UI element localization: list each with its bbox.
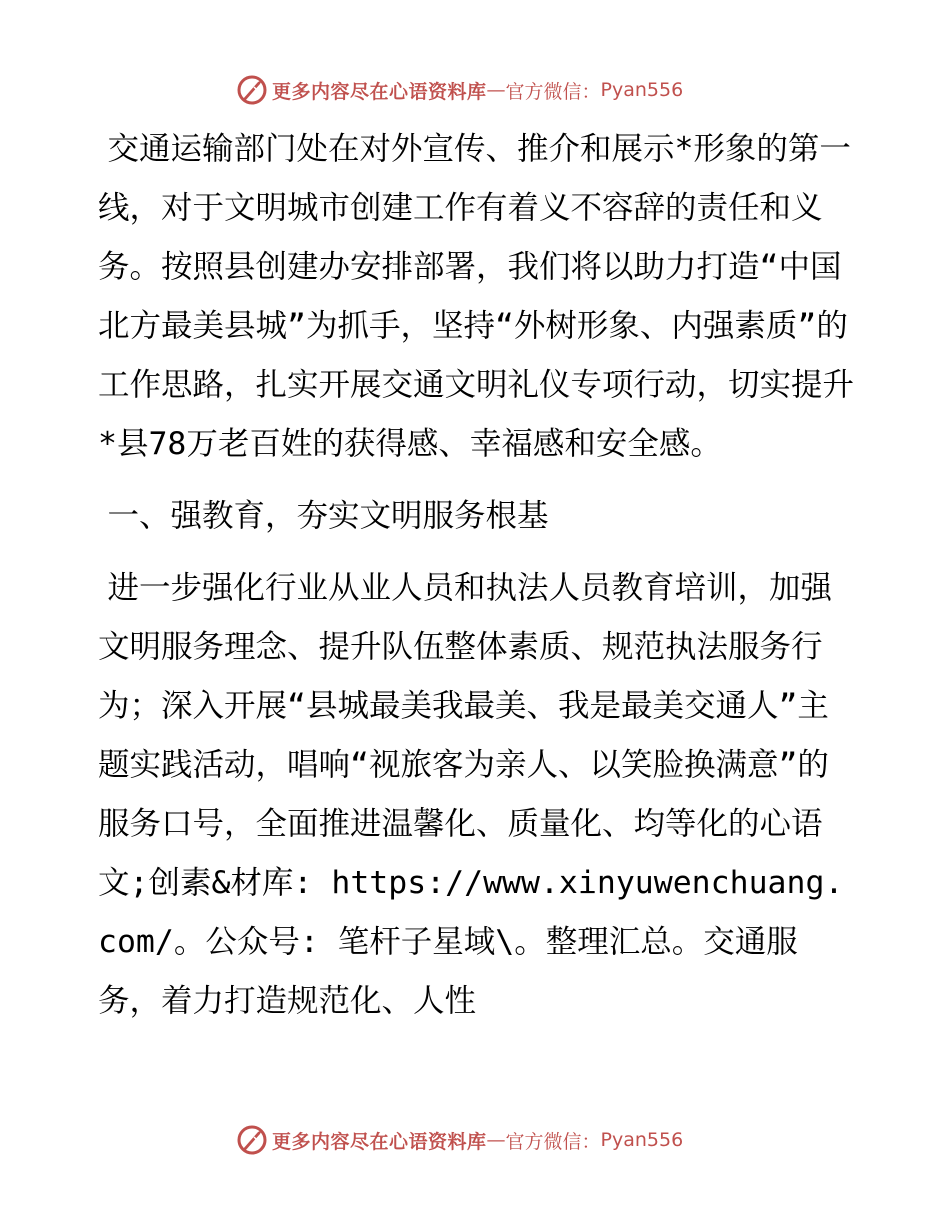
footer-wechat-id: Pyan556: [600, 1129, 684, 1151]
footer-wechat-label: 官方微信：: [505, 1130, 601, 1153]
footer-dash: —: [486, 1129, 506, 1151]
header-banner: [236, 73, 683, 107]
quill-pen-seal-icon: [236, 1124, 268, 1156]
banner-main-text: 更多内容尽在心语资料库: [272, 80, 487, 103]
document-body: [98, 120, 858, 1031]
paragraph-education: 进一步强化行业从业人员和执法人员教育培训，加强文明服务理念、提升队伍整体素质、规范执法服务行为；深入开展“县城最美我最美、我是最美交通人”主题实践活动，唱响“视旅客为亲人、以笑脸换满意”的服务口号，全面推进温馨化、质量化、均等化的心语文;创素&材库: https://www.xinyuwenchuang.com/。公众号: 笔杆子星域\。整理汇总。交通服务，着力打造规范化、人性: [98, 570, 844, 1019]
paragraph-intro: 交通运输部门处在对外宣传、推介和展示*形象的第一线，对于文明城市创建工作有着义不容辞的责任和义务。按照县创建办安排部署，我们将以助力打造“中国北方最美县城”为抓手，坚持“外树形象、内强素质”的工作思路，扎实开展交通文明礼仪专项行动，切实提升*县78万老百姓的获得感、幸福感和安全感。: [98, 131, 855, 462]
section-heading-1: 一、强教育，夯实文明服务根基: [107, 498, 549, 534]
footer-banner: [236, 1123, 683, 1157]
banner-dash: —: [486, 79, 506, 101]
footer-main-text: 更多内容尽在心语资料库: [272, 1130, 487, 1153]
banner-wechat-label: 官方微信：: [505, 80, 601, 103]
quill-pen-seal-icon: [236, 74, 268, 106]
banner-wechat-id: Pyan556: [600, 79, 684, 101]
